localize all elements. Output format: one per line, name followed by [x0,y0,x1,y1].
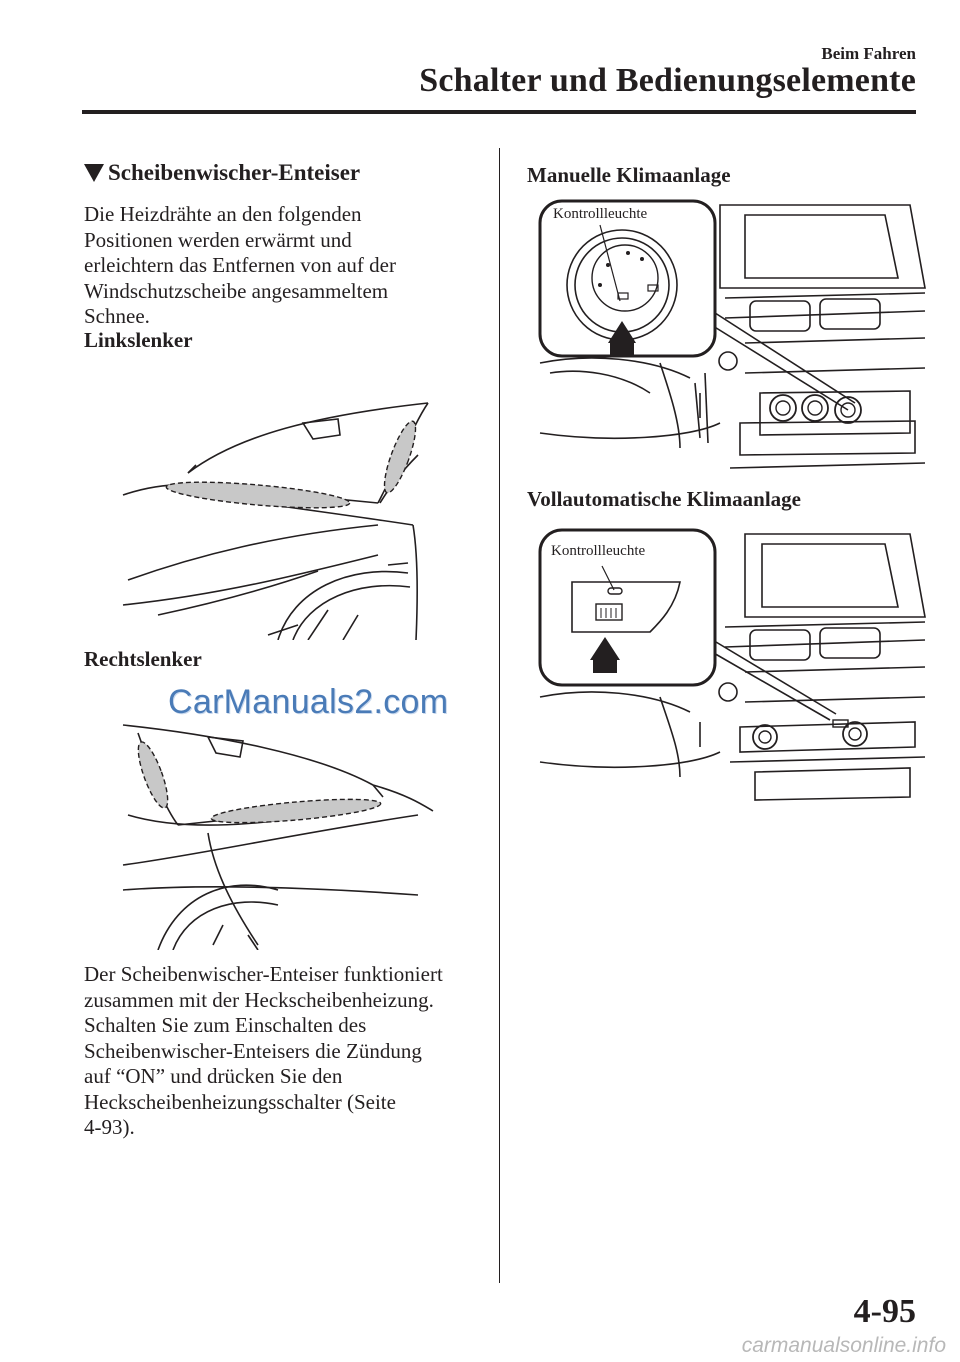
lhd-label: Linkslenker [84,328,193,352]
rhd-windshield-illustration [118,715,438,950]
auto-indicator-callout: Kontrollleuchte [551,543,646,559]
manual-ac-illustration [530,193,930,473]
intro-line: Positionen werden erwärmt und [84,227,352,252]
column-divider [499,148,500,1283]
intro-line: Die Heizdrähte an den folgenden [84,202,362,226]
watermark: CarManuals2.com [168,683,449,721]
section-title: Schalter und Bedienungselemente [419,62,916,99]
intro-line: Schnee. [84,304,150,328]
lhd-windshield-illustration [118,395,438,640]
triangle-bullet-icon [84,164,104,182]
body-line: Heckscheibenheizungsschalter (Seite [84,1089,396,1114]
heading-wiper-deicer [84,160,484,186]
body-line: 4-93). [84,1115,135,1139]
body-paragraph [84,962,484,1141]
intro-line: Windschutzscheibe angesammeltem [84,278,389,303]
intro-line: erleichtern das Entfernen von auf der [84,253,396,277]
heading-text: Scheibenwischer-Enteiser [108,160,361,185]
rhd-label: Rechtslenker [84,647,202,671]
body-line: Schalten Sie zum Einschalten des [84,1013,367,1037]
page-number: 4-95 [853,1293,916,1330]
manual-indicator-callout: Kontrollleuchte [553,206,648,222]
chapter-title: Beim Fahren [821,44,916,63]
manual-ac-label: Manuelle Klimaanlage [527,163,731,187]
auto-ac-label: Vollautomatische Klimaanlage [527,487,801,511]
auto-ac-illustration [530,522,930,802]
footer-site: carmanualsonline.info [741,1334,946,1357]
header-rule [82,110,916,114]
intro-paragraph [84,202,484,330]
body-line: zusammen mit der Heckscheibenheizung. [84,987,434,1012]
body-line: auf “ON” und drücken Sie den [84,1064,343,1088]
body-line: Der Scheibenwischer-Enteiser funktioniert [84,962,443,986]
body-line: Scheibenwischer-Enteisers die Zündung [84,1038,422,1063]
